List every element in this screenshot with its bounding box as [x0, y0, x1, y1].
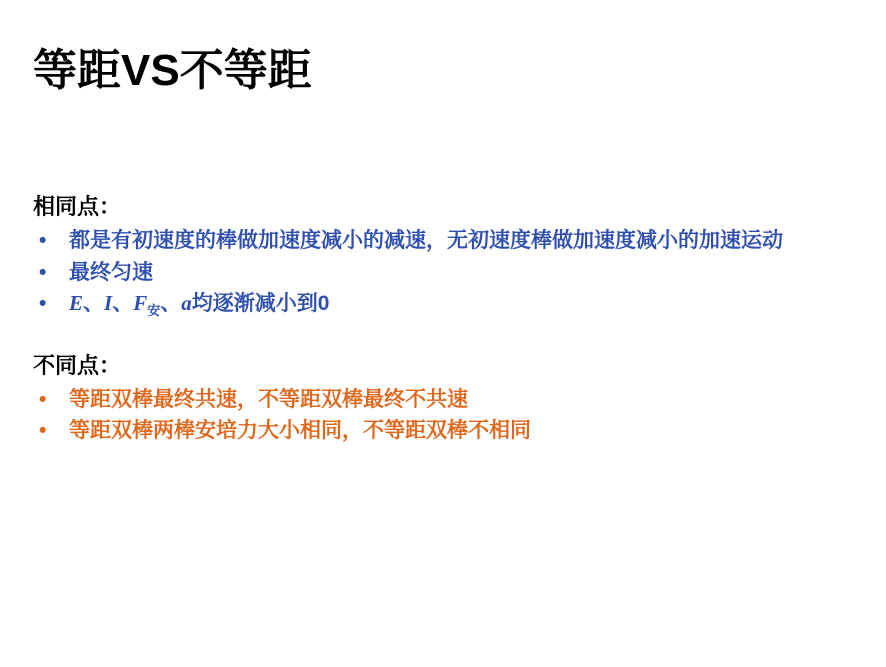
formula-part: E	[69, 291, 84, 316]
formula-part: F	[133, 291, 148, 316]
list-item	[33, 385, 863, 415]
bullet-formula-text	[69, 291, 330, 319]
list-item-formula	[33, 289, 863, 321]
formula-part: a	[181, 291, 192, 316]
list-item	[33, 416, 863, 446]
slide-body	[33, 192, 863, 448]
list-item	[33, 258, 863, 288]
slide-title: 等距VS不等距	[33, 46, 312, 95]
formula-part: 、	[160, 292, 182, 316]
formula-part: 均逐渐减小到0	[191, 292, 330, 316]
bullet-dot-icon: •	[39, 228, 47, 252]
bullet-dot-icon: •	[39, 387, 47, 411]
formula-part: I	[104, 291, 113, 316]
section-heading-differences: 不同点：	[33, 352, 122, 378]
list-item	[33, 226, 863, 256]
similarities-bullet-list	[33, 226, 863, 321]
bullet-dot-icon: •	[39, 419, 47, 443]
bullet-text: 等距双棒最终共速，不等距双棒最终不共速	[69, 387, 468, 411]
bullet-text: 都是有初速度的棒做加速度减小的减速，无初速度棒做加速度减小的加速运动	[69, 228, 783, 252]
bullet-dot-icon: •	[39, 260, 47, 284]
formula-part: 、	[83, 292, 105, 316]
section-heading-similarities: 相同点：	[33, 194, 122, 219]
formula-part: 安	[147, 303, 161, 319]
bullet-text: 最终匀速	[69, 260, 153, 284]
bullet-dot-icon: •	[39, 292, 47, 316]
differences-bullet-list	[33, 385, 863, 447]
bullet-text: 等距双棒两棒安培力大小相同，不等距双棒不相同	[69, 419, 531, 443]
formula-part: 、	[112, 292, 134, 316]
section-spacer	[33, 321, 863, 351]
